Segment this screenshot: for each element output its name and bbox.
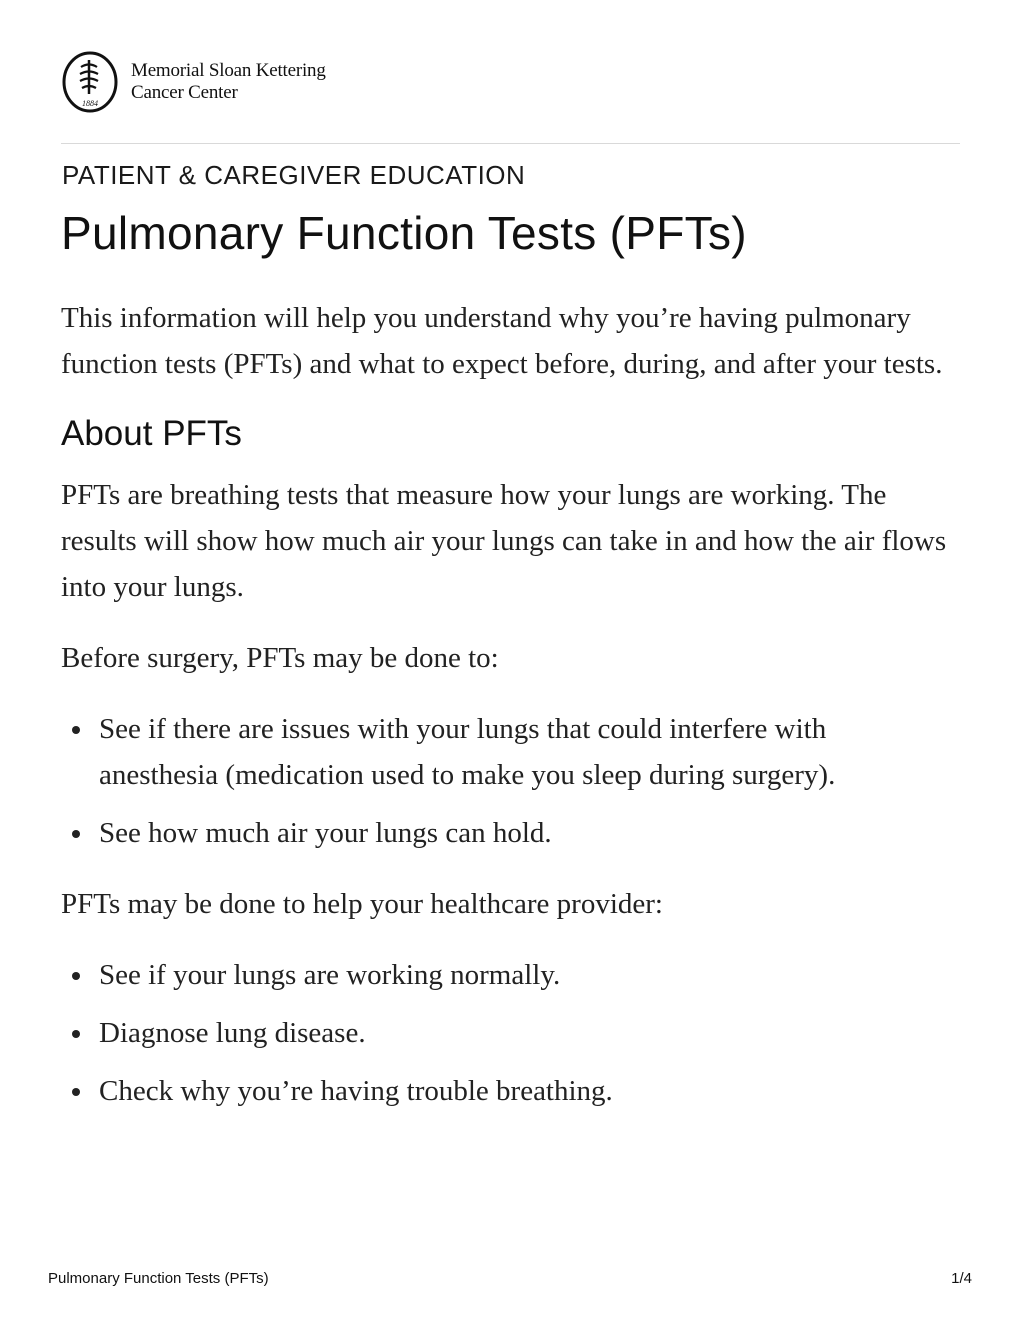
list-item: Check why you’re having trouble breathing. (99, 1068, 951, 1114)
before-surgery-list (61, 706, 951, 856)
page-footer (48, 1270, 972, 1287)
logo-year: 1884 (82, 99, 98, 108)
section-eyebrow: PATIENT & CAREGIVER EDUCATION (62, 160, 526, 190)
list-item: See if your lungs are working normally. (99, 952, 951, 998)
provider-list (61, 952, 951, 1114)
footer-doc-title: Pulmonary Function Tests (PFTs) (48, 1270, 269, 1287)
msk-logo-icon (61, 50, 119, 114)
before-surgery-intro: Before surgery, PFTs may be done to: (61, 642, 499, 674)
org-name (131, 60, 326, 104)
org-name-line2: Cancer Center (131, 82, 238, 103)
header-divider (61, 143, 960, 144)
page-title: Pulmonary Function Tests (PFTs) (61, 207, 747, 259)
org-name-line1: Memorial Sloan Kettering (131, 60, 326, 81)
about-heading: About PFTs (61, 414, 242, 453)
document-body (61, 295, 951, 1139)
list-item: Diagnose lung disease. (99, 1010, 951, 1056)
page-number: 1/4 (951, 1270, 972, 1287)
intro-paragraph: This information will help you understand why you’re having pulmonary function tests (PFTs) and what to expect before, during, and after your tests. (61, 302, 943, 380)
list-item: See how much air your lungs can hold. (99, 810, 951, 856)
header (61, 50, 326, 114)
provider-intro: PFTs may be done to help your healthcare provider: (61, 888, 663, 920)
list-item: See if there are issues with your lungs that could interfere with anesthesia (medication used to make you sleep during surgery). (99, 706, 951, 798)
about-paragraph: PFTs are breathing tests that measure how your lungs are working. The results will show how much air your lungs can take in and how the air flows into your lungs. (61, 479, 947, 603)
